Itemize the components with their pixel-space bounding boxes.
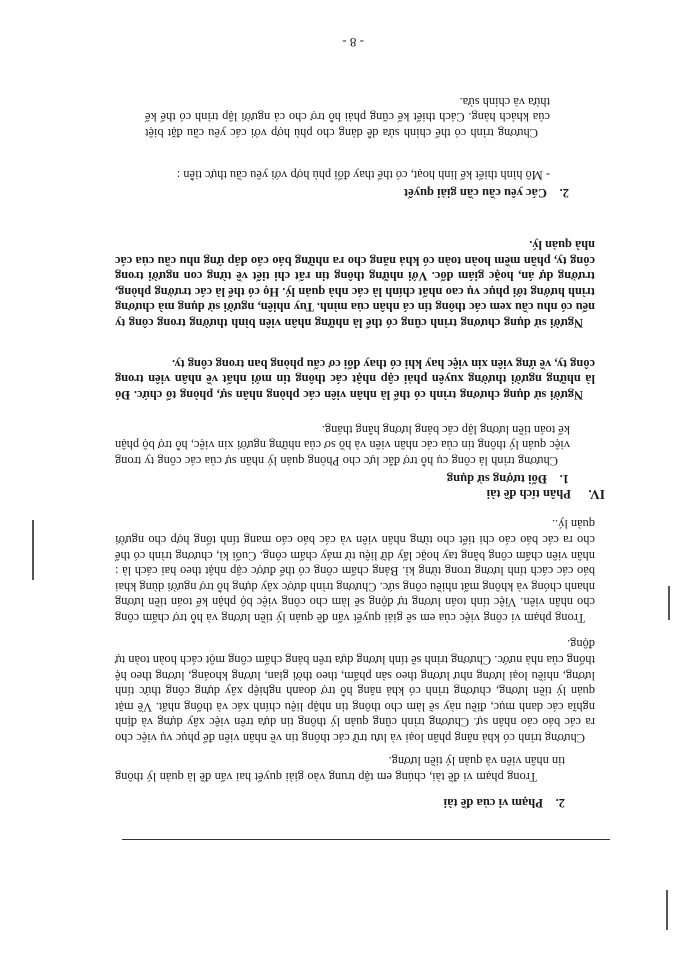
header-divider [122, 839, 610, 840]
scope-heading-text: Phạm vi của đề tài [443, 796, 543, 810]
requirement-flexible-design [145, 166, 550, 182]
analysis-heading [487, 486, 605, 502]
requirement-customization-text: Chương trình có thể chỉnh sửa dễ dàng cho phù hợp với các yêu cầu đặt biệt của khách hàng. Cách thiết kế cũng phải hỗ trợ cho cả người lập trình có thể kế thừa và chỉnh sửa. [145, 94, 550, 140]
scope-heading [444, 795, 565, 810]
scope-heading-number: 2. [555, 796, 565, 810]
scope-intro-text: Trong phạm vi đề tài, chúng em tập trung vào giải quyết hai vấn đề là quản lý thông tin nhân viên và quản lý tiền lương. [115, 754, 565, 784]
analysis-roman-number: IV. [588, 487, 605, 502]
requirement-customization [145, 93, 550, 140]
tool-description [115, 421, 570, 468]
users-heading-number: 1. [559, 472, 569, 486]
scope-paragraph-1-text: Chương trình có khả năng phân loại và lưu trữ các thông tin về nhân viên để phục vụ việc cho ra các báo cáo nhân sự. Chương trình cũng quản lý thông tin dựa trên việc xây dựng và định nghĩa các danh mục, điều này sẽ làm cho thông tin nhập liệu chính xác và thống nhất. Về mặt quản lý tiền lương, chương trình có khả năng hỗ trợ doanh nghiệp xây dựng công thức tính lương, nhiều loại lương như lương theo sản phẩm, theo thời gian, lương khoáng, lương theo hệ thống của nhà nước. Chương trình sẽ tính lương dựa trên bảng chấm công một cách hoàn toàn tự động. [115, 637, 595, 745]
page-number: - 8 - [342, 35, 364, 50]
scope-paragraph-2-text: Trong phạm vi công việc của em sẽ giải quyết vấn đề quản lý tiền lương và hỗ trợ chấm công cho nhân viên. Việc tính toán lương tự động sẽ làm cho công việc bộ phận kế toán tiền lương nhanh chóng và không mất nhiều công sức. Chương trình được xây dựng hỗ trợ người dùng khai báo các cách tính lương trong từng kì. Bảng chấm công có thể được cập nhật theo hai cách là : nhân viên chấm công bằng tay hoặc lấy dữ liệu từ máy chấm công. Cuối kì, chương trình có thể cho ra các báo cáo chi tiết cho từng nhân viên và các báo cáo mang tính tổng hợp cho người quản lý.. [115, 517, 595, 625]
scan-edge-mark [668, 586, 670, 620]
users-paragraph-2-text: Người sử dụng chương trình cũng có thể là những nhân viên bình thường trong công ty nếu có nhu cầu xem các thông tin cá nhân của mình. Tuy nhiên, người sử dụng mà chương trình hướng tới phục vụ cao nhất chính là các nhà quản lý. Họ có thể là các trưởng phòng, trưởng dự án, hoặc giám đốc. Với những thông tin rất chi tiết về từng con người trong công ty, phần mềm hoàn toàn có khả năng cho ra những báo cáo đáp ứng nhu cầu của các nhà quản lý. [115, 238, 595, 330]
users-paragraph-1 [115, 355, 595, 402]
tool-description-text: Chương trình là công cụ hỗ trợ đắc lực cho Phòng quản lý nhân sự của các công ty trong việc quản lý thông tin của các nhân viên và hồ sơ của những người xin việc, hỗ trợ bộ phận kế toán tiền lương lập các bảng lương hằng tháng. [115, 422, 570, 468]
scope-paragraph-1 [115, 636, 595, 745]
requirements-heading [404, 185, 569, 200]
users-heading [447, 471, 569, 486]
requirement-flexible-design-text: - Mô hình thiết kế linh hoạt, có thể thay đổi phù hợp với yêu cầu thực tiễn : [176, 168, 550, 182]
scan-edge-mark [666, 890, 668, 930]
scope-intro [115, 753, 565, 784]
scope-paragraph-2 [115, 516, 595, 625]
users-heading-text: Đối tượng sử dụng [446, 472, 547, 486]
users-paragraph-2 [115, 236, 595, 330]
requirements-heading-text: Các yêu cầu cần giải quyết [403, 186, 547, 200]
users-paragraph-1-text: Người sử dụng chương trình có thể là nhân viên các phòng nhân sự, phòng tổ chức. Đó là những người thường xuyên phải cập nhật các thông tin mới nhất về nhân viên trong công ty, về ứng viên xin việc hay khi có thay đổi cơ cấu phòng ban trong công ty. [115, 356, 595, 402]
scan-edge-mark [32, 520, 34, 580]
analysis-heading-text: Phân tích đề tài [486, 487, 571, 501]
requirements-heading-number: 2. [559, 186, 569, 200]
